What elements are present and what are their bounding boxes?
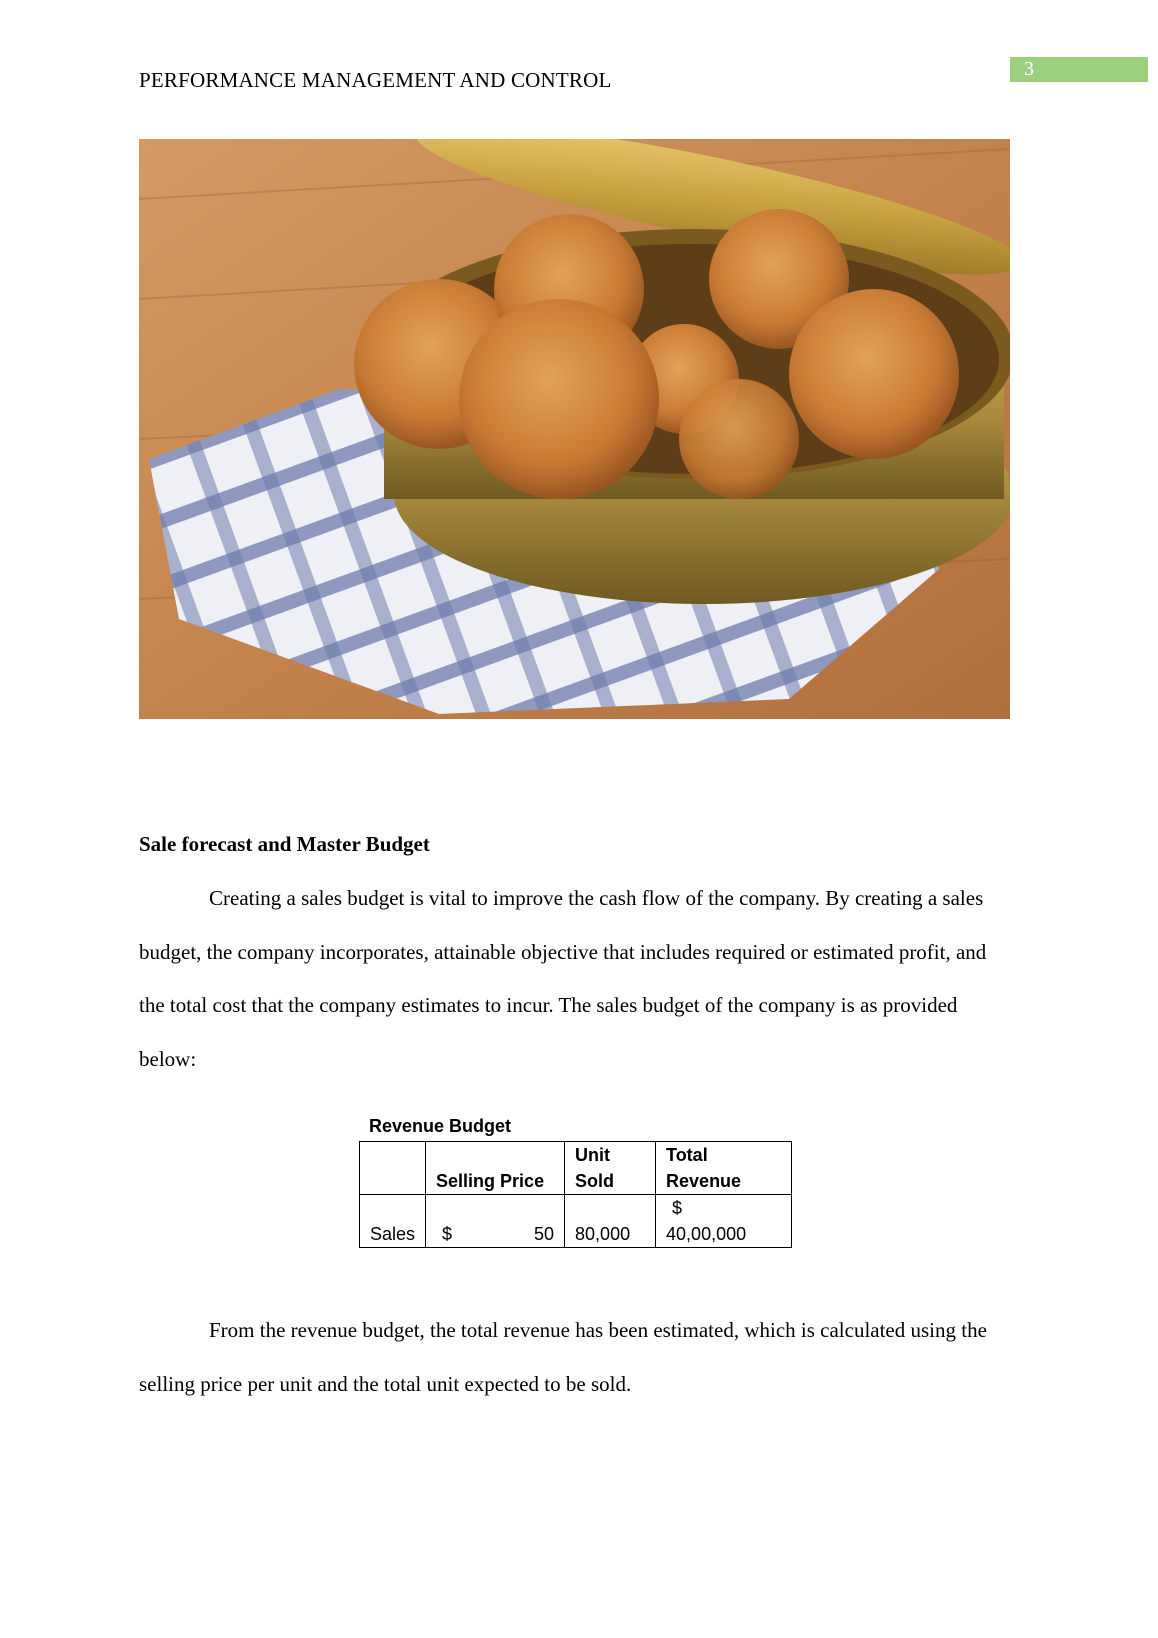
page-header-title: PERFORMANCE MANAGEMENT AND CONTROL xyxy=(139,68,612,92)
row-label-cell: Sales xyxy=(360,1195,426,1248)
table-header-cell xyxy=(360,1142,426,1195)
table-header-cell: Total Revenue xyxy=(656,1142,792,1195)
paragraph-1-text: Creating a sales budget is vital to improve the cash flow of the company. By creating a sales budget, the company incorporates, attainable objective that includes required or estimated profit, and the total cost that the company estimates to incur. The sales budget of the company is as provided below: xyxy=(139,886,987,1071)
table-header-row xyxy=(360,1142,792,1195)
revenue-value: 40,00,000 xyxy=(666,1224,747,1244)
table-title: Revenue Budget xyxy=(369,1116,512,1136)
total-revenue-cell xyxy=(656,1195,792,1248)
currency-symbol: $ xyxy=(442,1224,453,1244)
page-number: 3 xyxy=(1010,57,1148,82)
price-value: 50 xyxy=(534,1224,555,1244)
table-header-cell: Selling Price xyxy=(426,1142,565,1195)
table-header-cell: Unit Sold xyxy=(565,1142,656,1195)
body-paragraph-2 xyxy=(139,1304,1009,1411)
paragraph-2-text: From the revenue budget, the total revenue has been estimated, which is calculated using the selling price per unit and the total unit expected to be sold. xyxy=(139,1318,987,1396)
cookie-tin-photo xyxy=(139,139,1010,719)
selling-price-cell xyxy=(426,1195,565,1248)
revenue-symbol: $ xyxy=(672,1198,683,1218)
body-paragraph-1 xyxy=(139,872,1009,1086)
section-heading: Sale forecast and Master Budget xyxy=(139,832,430,856)
table-row xyxy=(360,1195,792,1248)
units-sold-cell: 80,000 xyxy=(565,1195,656,1248)
revenue-budget-table xyxy=(359,1141,792,1248)
cookie-tin-photo-icon xyxy=(139,139,1010,719)
